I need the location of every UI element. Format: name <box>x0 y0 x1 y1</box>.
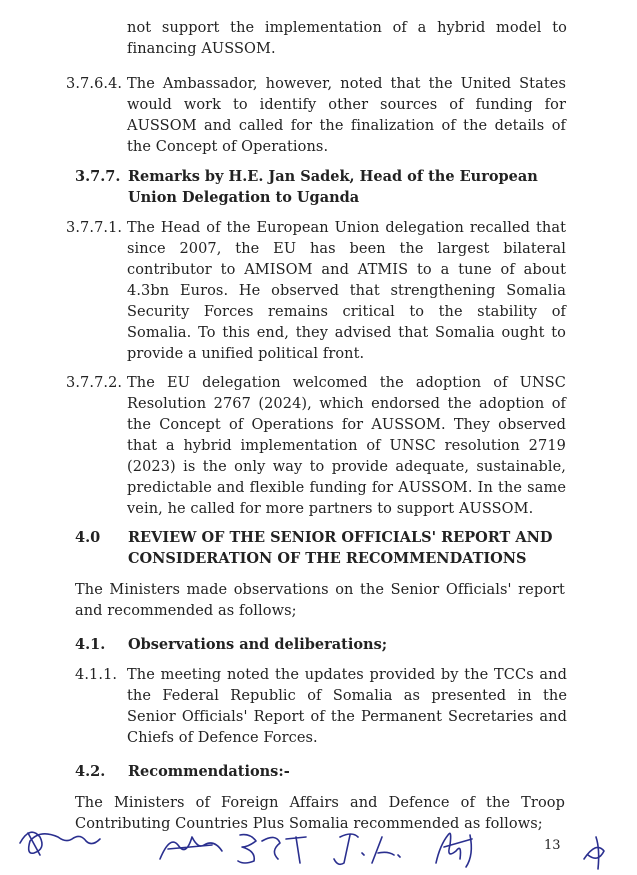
paragraph-3-7-7-2 <box>66 373 566 520</box>
signature-2 <box>160 837 222 859</box>
heading-number: 4.2. <box>75 763 106 780</box>
paragraph-number: 3.7.6.4. <box>66 76 123 92</box>
paragraph-text: The EU delegation welcomed the adoption of UNSC Resolution 2767 (2024), which endorsed the adoption of the Concept of Operations for AUSSOM. They observed that a hybrid implementation of UNSC resolution 2719 (2023) is the only way to provide adequate, sustainable, predictable and flexible funding for AUSSOM. In the same vein, he called for more partners to support AUSSOM. <box>127 375 566 517</box>
closing-text: The Ministers of Foreign Affairs and Defence of the Troop Contributing Countries Plus Somalia recommended as follows; <box>75 795 565 832</box>
intro-paragraph <box>75 580 565 622</box>
section-heading-3-7-7 <box>75 166 567 208</box>
heading-text: REVIEW OF THE SENIOR OFFICIALS' REPORT AND CONSIDERATION OF THE RECOMMENDATIONS <box>128 529 553 567</box>
paragraph-number: 3.7.7.1. <box>66 220 123 236</box>
continuation-text: not support the implementation of a hybrid model to financing AUSSOM. <box>127 20 567 57</box>
heading-number: 4.0 <box>75 529 101 546</box>
heading-text: Recommendations:- <box>128 763 290 780</box>
signature-6 <box>584 837 604 869</box>
heading-number: 3.7.7. <box>75 168 121 185</box>
signature-4 <box>334 834 400 864</box>
paragraph-text: The Head of the European Union delegation recalled that since 2007, the EU has been the largest bilateral contributor to AMISOM and ATMIS to a tune of about 4.3bn Euros. He observed that strengthening Somalia Security Forces remains critical to the stability of Somalia. To this end, they advised that Somalia ought to provide a unified political front. <box>127 220 566 362</box>
paragraph-number: 3.7.7.2. <box>66 375 123 391</box>
signature-5 <box>436 833 472 867</box>
heading-text: Remarks by H.E. Jan Sadek, Head of the European Union Delegation to Uganda <box>128 168 538 206</box>
signatures-strip <box>0 815 637 875</box>
signature-3 <box>238 835 306 863</box>
section-heading-4-1 <box>75 634 567 655</box>
page-number: 13 <box>544 838 561 853</box>
paragraph-4-1-1 <box>75 665 567 749</box>
paragraph-text: The meeting noted the updates provided by the TCCs and the Federal Republic of Somalia as presented in the Senior Officials' Report of the Permanent Secretaries and Chiefs of Defence Forces. <box>127 667 567 746</box>
paragraph-3-7-7-1 <box>66 218 566 365</box>
section-heading-4-0 <box>75 527 567 569</box>
signature-1 <box>20 832 100 853</box>
paragraph-text: The Ambassador, however, noted that the United States would work to identify other sources of funding for AUSSOM and called for the finalization of the details of the Concept of Operations. <box>127 76 566 155</box>
paragraph-3-7-6-4 <box>66 74 566 158</box>
paragraph-number: 4.1.1. <box>75 667 118 683</box>
continuation-paragraph <box>127 18 567 60</box>
heading-number: 4.1. <box>75 636 106 653</box>
section-heading-4-2 <box>75 761 567 782</box>
heading-text: Observations and deliberations; <box>128 636 388 653</box>
intro-text: The Ministers made observations on the Senior Officials' report and recommended as follows; <box>75 582 565 619</box>
